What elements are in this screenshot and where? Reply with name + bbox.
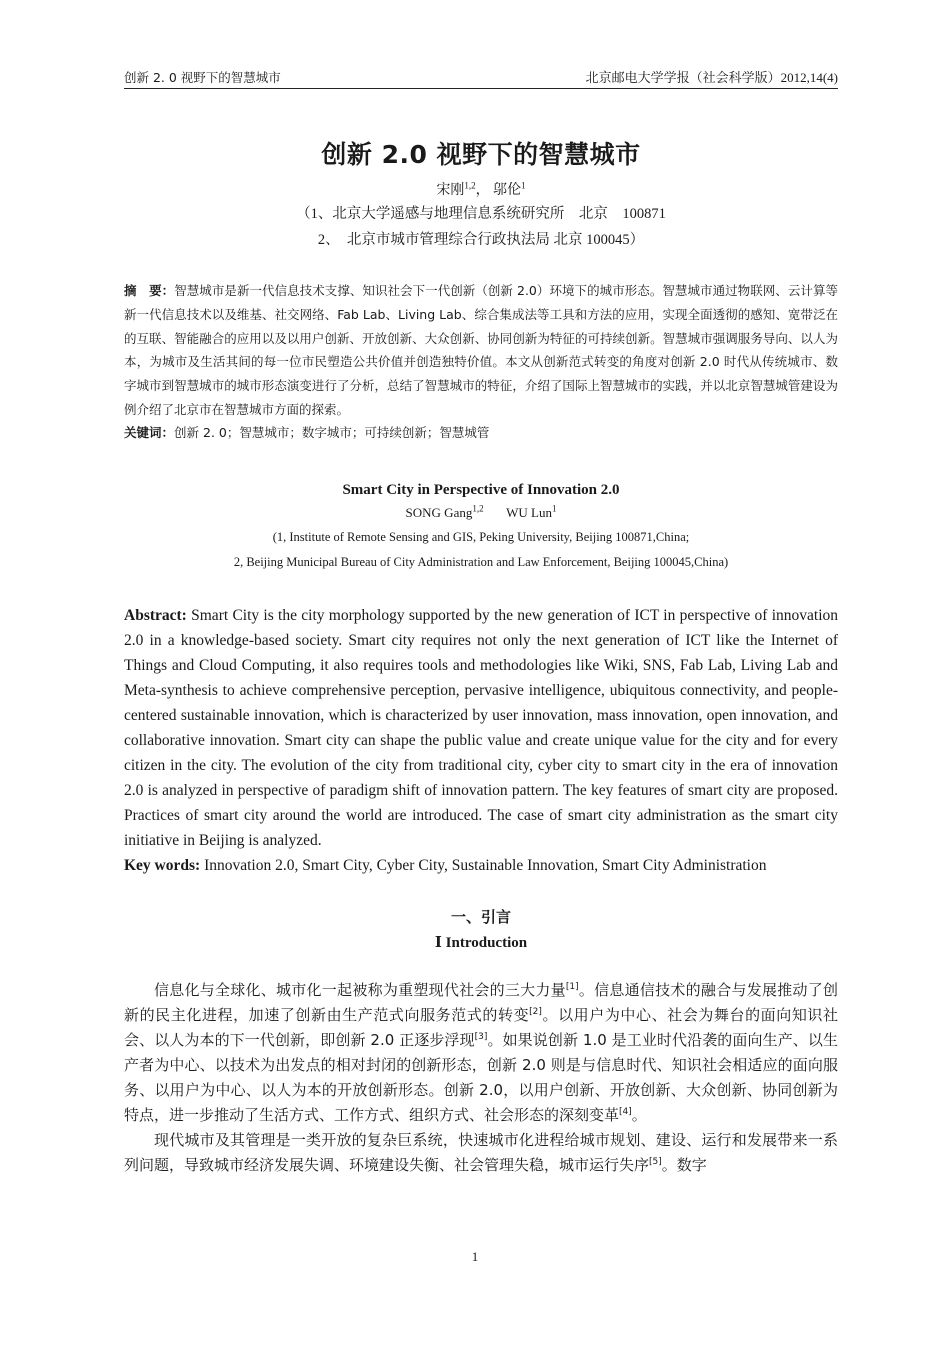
author-1-cn-sup: 1,2 xyxy=(464,180,476,191)
body-paragraph-1 xyxy=(124,978,838,1128)
authors-en xyxy=(124,505,838,521)
affiliation-cn-2: 2、 北京市城市管理综合行政执法局 北京 100045） xyxy=(317,232,645,248)
keywords-cn-label: 关键词： xyxy=(124,424,175,440)
title-cn: 创新 2.0 视野下的智慧城市 xyxy=(321,140,641,169)
section-heading-en: Ⅰ Introduction xyxy=(434,934,528,951)
author-1-cn: 宋刚 xyxy=(436,183,465,198)
author-2-cn-sup: 1 xyxy=(521,180,526,191)
keywords-cn-text: 创新 2. 0；智慧城市；数字城市；可持续创新；智慧城管 xyxy=(174,424,490,440)
authors-cn xyxy=(124,179,838,199)
p1-text-1: 信息化与全球化、城市化一起被称为重塑现代社会的三大力量 xyxy=(154,980,566,999)
abstract-cn-label: 摘 要： xyxy=(124,283,175,298)
author-sep-cn: ， xyxy=(475,183,494,198)
p2-text-1: 现代城市及其管理是一类开放的复杂巨系统，快速城市化进程给城市规划、建设、运行和发展带来一系列问题，导致城市经济发展失调、环境建设失衡、社会管理失稳，城市运行失序 xyxy=(124,1130,838,1174)
keywords-en-text: Innovation 2.0, Smart City, Cyber City, Sustainable Innovation, Smart City Administration xyxy=(200,856,767,874)
affiliations-en xyxy=(124,525,838,575)
p2-text-2: 。数字 xyxy=(661,1155,707,1174)
ref-5: [5] xyxy=(649,1156,662,1167)
p1-text-2: 。信息通信技术的融合与发展推动了创新的民主化进程，加速了创新由生产范式向服务范式的转变 xyxy=(124,980,838,1024)
keywords-cn xyxy=(124,422,838,444)
abstract-cn xyxy=(124,279,838,422)
keywords-en-label: Key words: xyxy=(124,856,201,874)
affiliation-en-1: (1, Institute of Remote Sensing and GIS, Peking University, Beijing 100871,China; xyxy=(272,529,690,544)
body-paragraph-2 xyxy=(124,1128,838,1178)
affiliation-en-2: 2, Beijing Municipal Bureau of City Administration and Law Enforcement, Beijing 100045,China) xyxy=(233,554,729,569)
body-text xyxy=(124,978,838,1178)
running-header xyxy=(124,64,838,89)
author-2-cn: 邬伦 xyxy=(493,183,522,198)
author-2-en-sup: 1 xyxy=(551,503,557,514)
header-right: 北京邮电大学学报（社会科学版）2012,14(4) xyxy=(585,70,838,85)
section-heading-cn: 一、引言 xyxy=(450,907,511,926)
abstract-en-label: Abstract: xyxy=(124,606,187,624)
abstract-en-text: Smart City is the city morphology supported by the new generation of ICT in perspective of innovation 2.0 in a knowledge-based society. Smart city requires not only the next generation of ICT like the Internet of Things and Cloud Computing, it also requires tools and methodologies like Wiki, SNS, Fab Lab, Living Lab and Meta-synthesis to achieve comprehensive perception, pervasive intelligence, ubiquitous connectivity, and people-centered sustainable innovation, which is characterized by user innovation, mass innovation, open innovation, and collaborative innovation. Smart city can shape the public value and create unique value for the city and for every citizen in the city. The evolution of the city from traditional city, cyber city to smart city in the era of innovation 2.0 is analyzed in perspective of paradigm shift of innovation pattern. The key features of smart city are proposed. Practices of smart city around the world are introduced. The case of smart city administration as the smart city initiative in Beijing is analyzed. xyxy=(124,606,838,849)
author-1-en-sup: 1,2 xyxy=(472,503,484,514)
abstract-cn-text: 智慧城市是新一代信息技术支撑、知识社会下一代创新（创新 2.0）环境下的城市形态。智慧城市通过物联网、云计算等新一代信息技术以及维基、社交网络、Fab Lab、Living Lab、综合集成法等工具和方法的应用，实现全面透彻的感知、宽带泛在的互联、智能融合的应用以及以用户创新、开放创新、大众创新、协同创新为特征的可持续创新。智慧城市强调服务导向、以人为本，为城市及生活其间的每一位市民塑造公共价值并创造独特价值。本文从创新范式转变的角度对创新 2.0 时代从传统城市、数字城市到智慧城市的城市形态演变进行了分析，总结了智慧城市的特征，介绍了国际上智慧城市的实践，并以北京智慧城管建设为例介绍了北京市在智慧城市方面的探索。 xyxy=(124,283,838,417)
author-2-en: WU Lun xyxy=(506,504,552,520)
keywords-en xyxy=(124,853,838,878)
ref-4: [4] xyxy=(619,1106,632,1117)
author-1-en: SONG Gang xyxy=(405,504,473,520)
p1-text-4: 。如果说创新 1.0 是工业时代沿袭的面向生产、以生产者为中心、以技术为出发点的相对封闭的创新形态，创新 2.0 则是与信息时代、知识社会相适应的面向服务、以用户为中心、以人为本的开放创新形态。创新 2.0，以用户创新、开放创新、大众创新、协同创新为特点，进一步推动了生活方式、工作方式、组织方式、社会形态的深刻变革 xyxy=(124,1030,838,1124)
p1-text-3: 。以用户为中心、社会为舞台的面向知识社会、以人为本的下一代创新，即创新 2.0 正逐步浮现 xyxy=(124,1005,838,1049)
abstract-en xyxy=(124,603,838,853)
paper-page xyxy=(124,64,838,1178)
affiliation-cn-1: （1、北京大学遥感与地理信息系统研究所 北京 100871 xyxy=(296,206,666,222)
affiliations-cn xyxy=(124,201,838,253)
ref-1: [1] xyxy=(565,981,579,992)
page-number: 1 xyxy=(471,1249,479,1264)
header-left: 创新 2. 0 视野下的智慧城市 xyxy=(124,70,281,85)
p1-text-5: 。 xyxy=(631,1105,647,1124)
ref-2: [2] xyxy=(529,1006,542,1017)
ref-3: [3] xyxy=(474,1031,488,1042)
title-en: Smart City in Perspective of Innovation 2.0 xyxy=(342,481,620,498)
